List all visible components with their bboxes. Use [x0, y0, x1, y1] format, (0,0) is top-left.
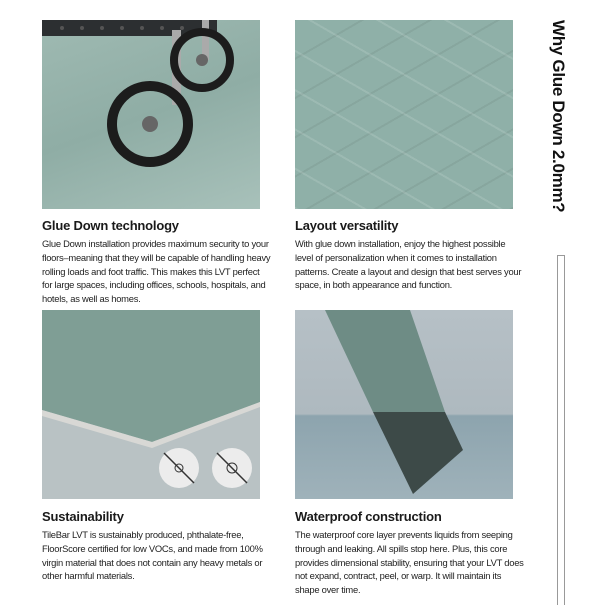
no-chemical-icon: [159, 448, 199, 488]
section-body-layout: With glue down installation, enjoy the highest possible level of personalization when it comes to installation patterns. Create a layout and design that best serves your space, in both appearance and function.: [295, 238, 522, 291]
section-body-waterproof: The waterproof core layer prevents liquids from seeping through and leaking. All spills stop here. Plus, this core provides dimensional stability, ensuring that your LVT does not expand, contract, peel, or warp. It will maintain its shape over time.: [295, 529, 524, 596]
section-title-layout: Layout versatility: [295, 218, 399, 233]
waterproof-tile-layer-photo: [295, 310, 513, 499]
tile-edge-sustainability-photo: [42, 310, 260, 499]
section-title-glue-down: Glue Down technology: [42, 218, 179, 233]
herringbone-tile-layout-photo: [295, 20, 513, 209]
section-body-sustainability: TileBar LVT is sustainably produced, phthalate-free, FloorScore certified for low VOCs, and made from 100% virgin material that does not contain any heavy metals or other harmful materials.: [42, 529, 263, 582]
section-title-waterproof: Waterproof construction: [295, 509, 442, 524]
rolling-cart-on-tile-photo: [42, 20, 260, 209]
section-title-sustainability: Sustainability: [42, 509, 124, 524]
no-heavy-metal-icon: [212, 448, 252, 488]
side-divider-bar: [557, 255, 565, 605]
section-body-glue-down: Glue Down installation provides maximum security to your floors–meaning that they will be capable of handling heavy rolling loads and foot traffic. This makes this LVT perfect for large spaces, including offices, schools, hospitals, and hotels, as well as homes.: [42, 238, 271, 305]
side-title: Why Glue Down 2.0mm?: [549, 20, 568, 213]
